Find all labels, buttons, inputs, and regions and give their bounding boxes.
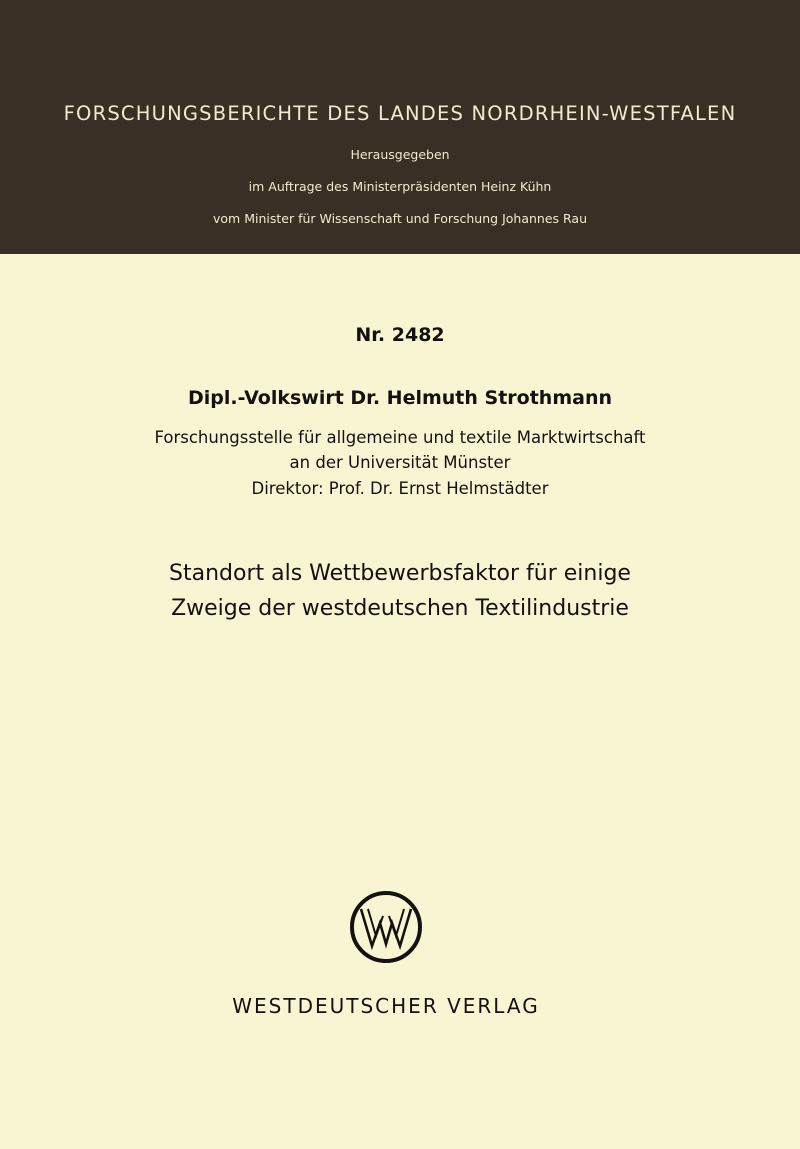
- editor-line-3: vom Minister für Wissenschaft und Forschung Johannes Rau: [213, 211, 587, 226]
- institution-line-1: Forschungsstelle für allgemeine und textile Marktwirtschaft: [154, 428, 646, 447]
- publisher-name: WESTDEUTSCHER VERLAG: [232, 994, 540, 1018]
- book-title-line-1: Standort als Wettbewerbsfaktor für einige: [169, 561, 631, 586]
- institution-line-2: an der Universität Münster: [289, 453, 511, 472]
- report-number: Nr. 2482: [355, 324, 445, 346]
- header-band: [0, 0, 800, 254]
- series-title: FORSCHUNGSBERICHTE DES LANDES NORDRHEIN-WESTFALEN: [63, 102, 737, 125]
- institution-line-3: Direktor: Prof. Dr. Ernst Helmstädter: [251, 479, 549, 498]
- author-name: Dipl.-Volkswirt Dr. Helmuth Strothmann: [187, 387, 612, 409]
- editor-line-1: Herausgegeben: [350, 147, 450, 162]
- editor-line-2: im Auftrage des Ministerpräsidenten Heinz Kühn: [248, 179, 552, 194]
- publisher-logo-icon: [348, 889, 424, 965]
- book-title-line-2: Zweige der westdeutschen Textilindustrie: [171, 596, 629, 621]
